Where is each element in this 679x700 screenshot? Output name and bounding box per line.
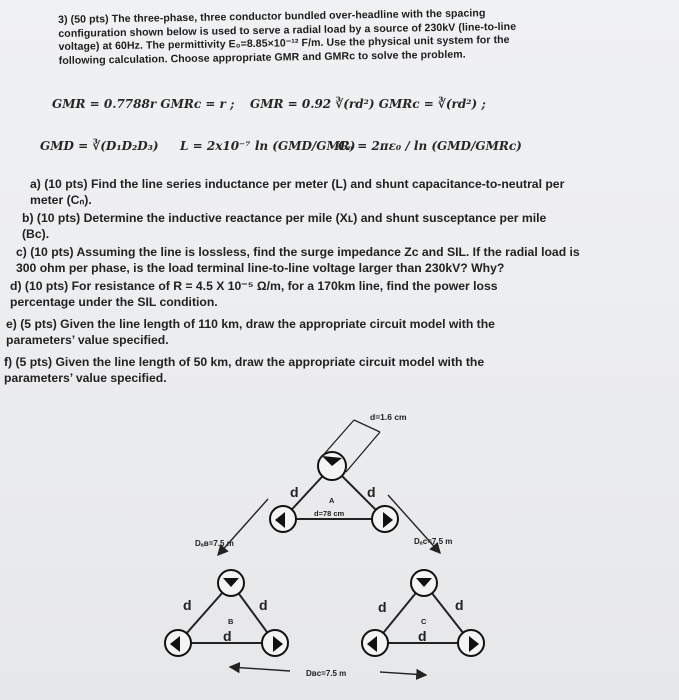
capacitance-formula: Cₙ = 2πε₀ / ln (GMD/GMRᴄ) (338, 139, 522, 153)
dac-label: Dₐᴄ=7.5 m (414, 537, 453, 546)
gmr-formula-bundled: GMR = 0.92 ∛(rd²) GMRᴄ = ∛(rd²) ; (250, 97, 486, 111)
intro-line: following calculation. Choose appropriate GMR and GMRᴄ to solve the problem. (58, 48, 466, 67)
bundle-a (270, 412, 407, 532)
bundle-a-d-right: d (367, 484, 376, 500)
intro-line: 3) (50 pts) The three-phase, three conductor bundled over-headline with the spacing (58, 7, 486, 26)
intro-line: configuration shown below is used to serve a radial load by a source of 230kV (line-to-line (58, 20, 517, 40)
question-line: d) (10 pts) For resistance of R = 4.5 X 10⁻⁵ Ω/m, for a 170km line, find the power loss (10, 279, 498, 293)
question-line: 300 ohm per phase, is the load terminal line-to-line voltage larger than 230kV? Why? (16, 260, 505, 275)
question-line: a) (10 pts) Find the line series inductance per meter (L) and shunt capacitance-to-neutral per (30, 177, 565, 191)
question-line: meter (Cₙ). (30, 192, 92, 207)
gmr-formula-single: GMR = 0.7788r GMRᴄ = r ; (52, 97, 235, 111)
bundle-b-d-base: d (223, 628, 232, 644)
conductor-diameter-label: d=1.6 cm (370, 412, 407, 422)
question-line: f) (5 pts) Given the line length of 50 km, draw the appropriate circuit model with the (4, 355, 485, 369)
bundle-c-d-left: d (378, 599, 387, 615)
bundle-c-d-base: d (418, 628, 427, 644)
phase-c-label: C (421, 617, 427, 626)
gmd-formula: GMD = ∛(D₁D₂D₃) (40, 139, 159, 153)
dbc-arrow-right (380, 672, 426, 675)
diameter-lead-right (346, 432, 380, 472)
question-line: percentage under the SIL condition. (10, 294, 218, 309)
question-line: c) (10 pts) Assuming the line is lossless, find the surge impedance Zᴄ and SIL. If the radial load is (16, 245, 580, 259)
dab-label: Dₐʙ=7.5 m (195, 539, 234, 548)
bundle-b-d-right: d (259, 597, 268, 613)
bundle-a-d-left: d (290, 484, 299, 500)
dbc-label: Dʙᴄ=7.5 m (306, 669, 347, 678)
question-line: parameters’ value specified. (6, 332, 169, 347)
phase-a-label: A (329, 496, 335, 505)
spacing-label: d=78 cm (314, 509, 345, 518)
bundle-b-d-left: d (183, 597, 192, 613)
phase-b-label: B (228, 617, 234, 626)
inductance-formula: L = 2x10⁻⁷ ln (GMD/GMR) (180, 139, 356, 153)
dbc-arrow-left (230, 667, 290, 671)
bundle-c-d-right: d (455, 597, 464, 613)
bundle-c (362, 570, 484, 656)
bundle-b (165, 570, 288, 656)
intro-line: voltage) at 60Hz. The permittivity E₀=8.85×10⁻¹² F/m. Use the physical unit system for the (58, 34, 510, 54)
question-line: parameters’ value specified. (4, 370, 167, 385)
question-line: (Bᴄ). (22, 226, 50, 241)
question-line: b) (10 pts) Determine the inductive reactance per mile (Xʟ) and shunt susceptance per mile (22, 211, 547, 225)
question-line: e) (5 pts) Given the line length of 110 km, draw the appropriate circuit model with the (6, 317, 495, 331)
